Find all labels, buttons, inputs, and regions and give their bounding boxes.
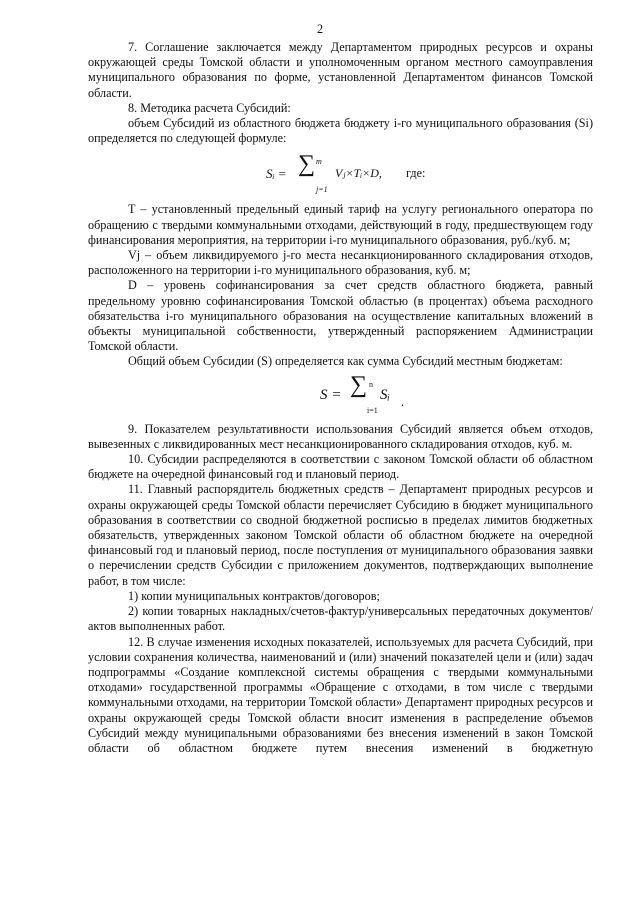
sum-sign: ∑ xyxy=(298,151,316,178)
sum-lower-limit: j=1 xyxy=(316,185,328,195)
document-body xyxy=(88,40,593,756)
total-formula xyxy=(88,370,593,422)
subsidy-formula xyxy=(88,146,593,202)
sum-lower-limit: i=1 xyxy=(367,405,378,415)
formula-rhs: Vⱼ×Tᵢ×D, xyxy=(335,166,382,181)
formula-lhs: S = xyxy=(320,386,342,403)
page-number: 2 xyxy=(316,22,324,36)
paragraph-8: 8. Методика расчета Субсидий: xyxy=(128,100,291,115)
definition-d: D – уровень софинансирования за счет средств областного бюджета, равный предельному уровню софинансирования Томской областью (в процентах) объема расходного обязательства i-го муниципального образования на осуществление капитальных вложений в объекты муниципальной собственности, утвержденный распоряжением Администрации Томской области. xyxy=(88,278,593,354)
paragraph-10: 10. Субсидии распределяются в соответствии с законом Томской области об областном бюджете на очередной финансовый год и плановый период. xyxy=(88,452,593,482)
paragraph-9: 9. Показателем результативности использования Субсидий является объем отходов, вывезенных с ликвидированных мест несанкционированного складирования отходов, куб. м. xyxy=(88,421,593,451)
formula-period: . xyxy=(401,394,405,409)
formula-rhs: Sᵢ xyxy=(380,386,390,403)
paragraph-12: 12. В случае изменения исходных показателей, используемых для расчета Субсидий, при условии сохранения количества, наименований и (или) значений показателей цели и (или) задач подпрограммы «Создание комплексной системы обращения с твердыми коммунальными отходами» государственной программы «Обращение с отходами, в том числе с твердыми коммунальными отходами, на территории Томской области» Департамент природных ресурсов и охраны окружающей среды Томской области вносит изменения в распределение объемов Субсидий между муниципальными образованиями без внесения изменений в закон Томской области об областном бюджете путем внесения изменений в бюджетную xyxy=(88,634,593,755)
total-subsidy-paragraph: Общий объем Субсидии (S) определяется как сумма Субсидий местным бюджетам: xyxy=(128,354,563,369)
sum-upper-limit: m xyxy=(316,157,322,167)
list-item-1: 1) копии муниципальных контрактов/договоров; xyxy=(128,588,380,603)
sum-upper-limit: n xyxy=(369,379,373,389)
formula-lhs: Sᵢ = xyxy=(266,166,287,182)
list-item-2: 2) копии товарных накладных/счетов-фактур/универсальных передаточных документов/актов выполненных работ. xyxy=(88,604,593,634)
formula-where: где: xyxy=(406,166,426,181)
paragraph-11: 11. Главный распорядитель бюджетных средств – Департамент природных ресурсов и охраны окружающей среды Томской области перечисляет Субсидию в бюджет муниципального образования в соответствии со сводной бюджетной росписью в пределах лимитов бюджетных обязательств, утвержденных законом Томской области об областном бюджете на очередной финансовый год и плановый период, после поступления от муниципального образования заявки о перечислении средств Субсидии с приложением документов, подтверждающих выполнение работ, в том числе: xyxy=(88,482,593,588)
definition-v: Vj – объем ликвидируемого j-го места несанкционированного складирования отходов, расположенного на территории i-го муниципального образования, куб. м; xyxy=(88,248,593,278)
sum-sign: ∑ xyxy=(350,371,368,398)
paragraph-8-intro: объем Субсидий из областного бюджета бюджету i-го муниципального образования (Si) определяется по следующей формуле: xyxy=(88,116,593,146)
definition-t: T – установленный предельный единый тариф на услугу регионального оператора по обращению с твердыми коммунальными отходами, действующий в году, предшествующем году финансирования мероприятия, на территории i-го муниципального образования, руб./куб. м; xyxy=(88,202,593,247)
paragraph-7: 7. Соглашение заключается между Департаментом природных ресурсов и охраны окружающей среды Томской области и уполномоченным органом местного самоуправления муниципального образования по форме, установленной Департаментом финансов Томской области. xyxy=(88,40,593,100)
